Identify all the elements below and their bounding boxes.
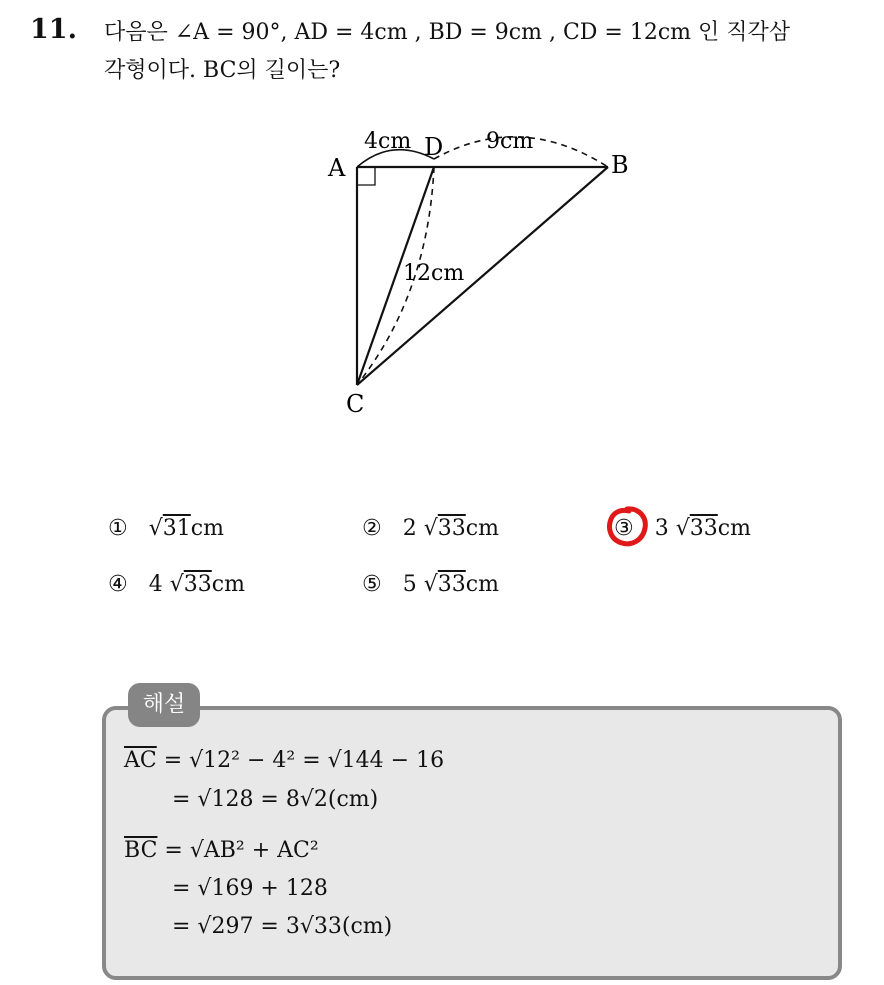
label-B: B (611, 151, 629, 179)
triangle-figure (300, 115, 660, 425)
length-DB: 9cm (486, 129, 534, 154)
question-number: 11. (30, 14, 77, 45)
sqrt-icon: √ (148, 516, 163, 541)
length-CD: 12cm (403, 261, 465, 286)
label-C: C (346, 390, 365, 418)
choice-unit: cm (717, 516, 751, 541)
question-text (104, 14, 864, 90)
bc-eq-1: = √AB² + AC² (164, 838, 319, 863)
solution-bc-line-1 (124, 838, 319, 863)
choice-unit: cm (465, 516, 499, 541)
choice-marker: ⑤ (362, 572, 382, 597)
answer-circle-mark (603, 503, 651, 551)
choice-coef: 5 (402, 572, 417, 597)
right-angle-mark (357, 167, 375, 185)
label-A: A (328, 154, 346, 182)
solution-ac-line-2: = √128 = 8√2(cm) (172, 787, 379, 812)
choice-4[interactable] (108, 572, 245, 597)
bc-label: $\overline{BC}$ (124, 838, 158, 863)
choice-radicand: 33 (183, 572, 212, 597)
choice-unit: cm (465, 572, 499, 597)
choice-coef: 2 (402, 516, 417, 541)
sqrt-icon: √ (423, 572, 438, 597)
solution-bc-line-3: = √297 = 3√33(cm) (172, 914, 393, 939)
choice-coef: 4 (148, 572, 163, 597)
choice-radicand: 33 (437, 572, 466, 597)
choice-radicand: 33 (689, 516, 718, 541)
choice-marker: ② (362, 516, 382, 541)
choice-unit: cm (190, 516, 224, 541)
choice-coef: 3 (654, 516, 669, 541)
solution-bc-line-2: = √169 + 128 (172, 876, 328, 901)
sqrt-icon: √ (169, 572, 184, 597)
sqrt-icon: √ (423, 516, 438, 541)
label-D: D (424, 133, 444, 161)
choice-5[interactable] (362, 572, 499, 597)
choice-unit: cm (211, 572, 245, 597)
choice-marker: ④ (108, 572, 128, 597)
ac-eq-1: = √12² − 4² = √144 − 16 (163, 748, 445, 773)
solution-tab: 해설 (128, 683, 200, 727)
answer-mark-stroke (609, 509, 645, 544)
sqrt-icon: √ (675, 516, 690, 541)
question-line-2: 각형이다. BC의 길이는? (104, 58, 341, 83)
question-line-1: 다음은 ∠A = 90°, AD = 4cm , BD = 9cm , CD = 12cm 인 직각삼 (104, 20, 791, 45)
choice-2[interactable] (362, 516, 499, 541)
choice-1[interactable] (108, 516, 224, 541)
choice-radicand: 33 (437, 516, 466, 541)
solution-ac-line-1 (124, 748, 444, 773)
length-AD: 4cm (364, 129, 412, 154)
choice-marker: ① (108, 516, 128, 541)
choice-radicand: 31 (162, 516, 191, 541)
ac-label: $\overline{AC}$ (124, 748, 157, 773)
choice-marker: ③ (614, 516, 634, 541)
